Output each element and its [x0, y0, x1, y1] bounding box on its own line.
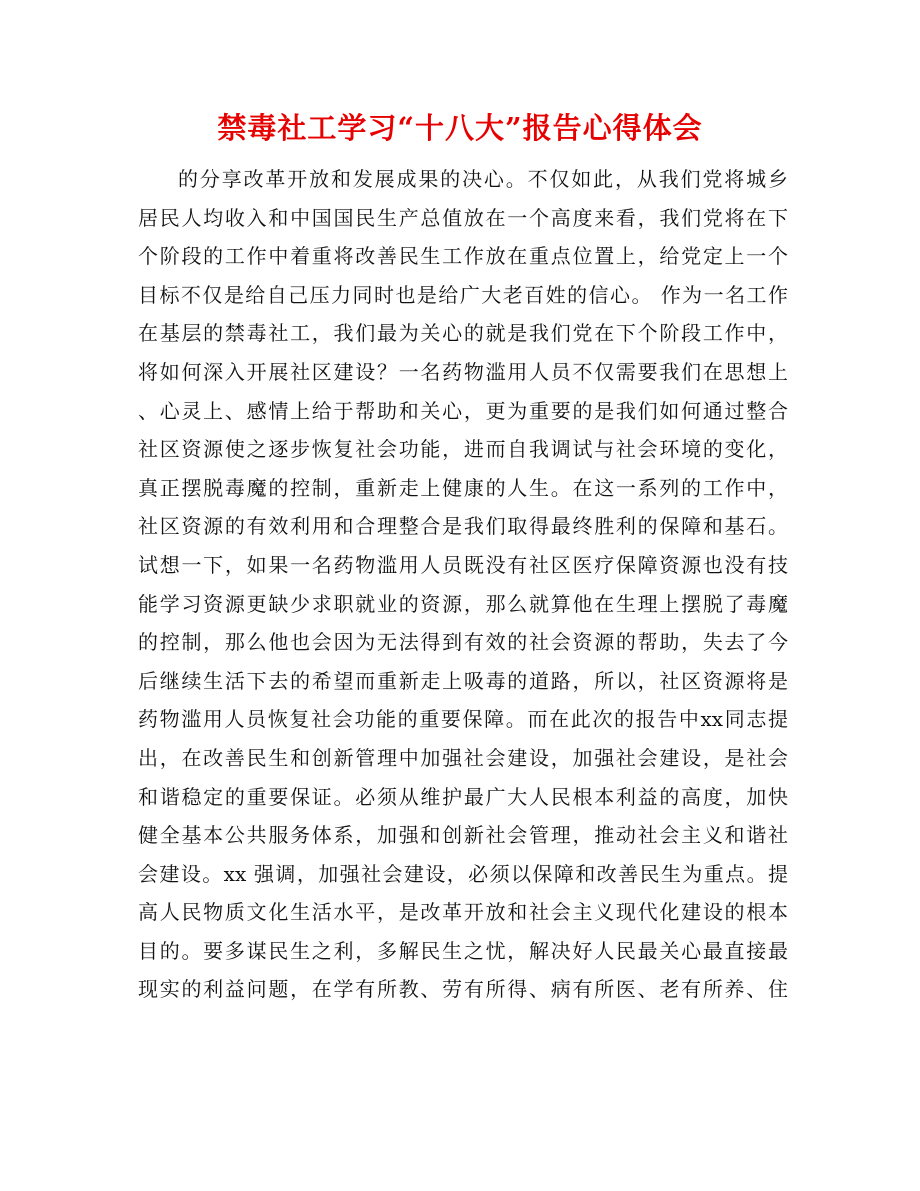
- document-title: 禁毒社工学习“十八大”报告心得体会: [217, 111, 703, 145]
- body-line: 能学习资源更缺少求职就业的资源，那么就算他在生理上摆脱了毒魔: [138, 591, 788, 616]
- body-line: 出，在改善民生和创新管理中加强社会建设，加强社会建设，是社会: [138, 745, 788, 770]
- body-line: 目的。要多谋民生之利，多解民生之忧，解决好人民最关心最直接最: [138, 938, 788, 963]
- body-line: 会建设。xx 强调，加强社会建设，必须以保障和改善民生为重点。提: [138, 861, 788, 886]
- body-line: 和谐稳定的重要保证。必须从维护最广大人民根本利益的高度，加快: [138, 784, 788, 809]
- body-line: 个阶段的工作中着重将改善民生工作放在重点位置上，给党定上一个: [138, 244, 788, 269]
- body-line: 的分享改革开放和发展成果的决心。不仅如此，从我们党将城乡: [178, 167, 788, 191]
- body-line: 社区资源的有效利用和合理整合是我们取得最终胜利的保障和基石。: [138, 514, 788, 539]
- body-line: 居民人均收入和中国国民生产总值放在一个高度来看，我们党将在下: [138, 205, 788, 230]
- body-line: 现实的利益问题，在学有所教、劳有所得、病有所医、老有所养、住: [138, 977, 788, 1002]
- body-line: 在基层的禁毒社工，我们最为关心的就是我们党在下个阶段工作中，: [138, 321, 788, 346]
- body-line: 社区资源使之逐步恢复社会功能，进而自我调试与社会环境的变化，: [138, 437, 788, 462]
- body-line: 的控制，那么他也会因为无法得到有效的社会资源的帮助，失去了今: [138, 630, 788, 655]
- body-line: 将如何深入开展社区建设？一名药物滥用人员不仅需要我们在思想上: [138, 359, 788, 384]
- document-body: [138, 160, 788, 1009]
- body-line: 药物滥用人员恢复社会功能的重要保障。而在此次的报告中xx同志提: [138, 707, 788, 732]
- body-line: 后继续生活下去的希望而重新走上吸毒的道路，所以，社区资源将是: [138, 668, 788, 693]
- body-line: 高人民物质文化生活水平，是改革开放和社会主义现代化建设的根本: [138, 900, 788, 925]
- body-line: 试想一下，如果一名药物滥用人员既没有社区医疗保障资源也没有技: [138, 552, 788, 577]
- body-line: 、心灵上、感情上给于帮助和关心，更为重要的是我们如何通过整合: [138, 398, 788, 423]
- body-line: 真正摆脱毒魔的控制，重新走上健康的人生。在这一系列的工作中，: [138, 475, 788, 500]
- body-line: 健全基本公共服务体系，加强和创新社会管理，推动社会主义和谐社: [138, 823, 788, 848]
- body-line: 目标不仅是给自己压力同时也是给广大老百姓的信心。 作为一名工作: [138, 282, 788, 307]
